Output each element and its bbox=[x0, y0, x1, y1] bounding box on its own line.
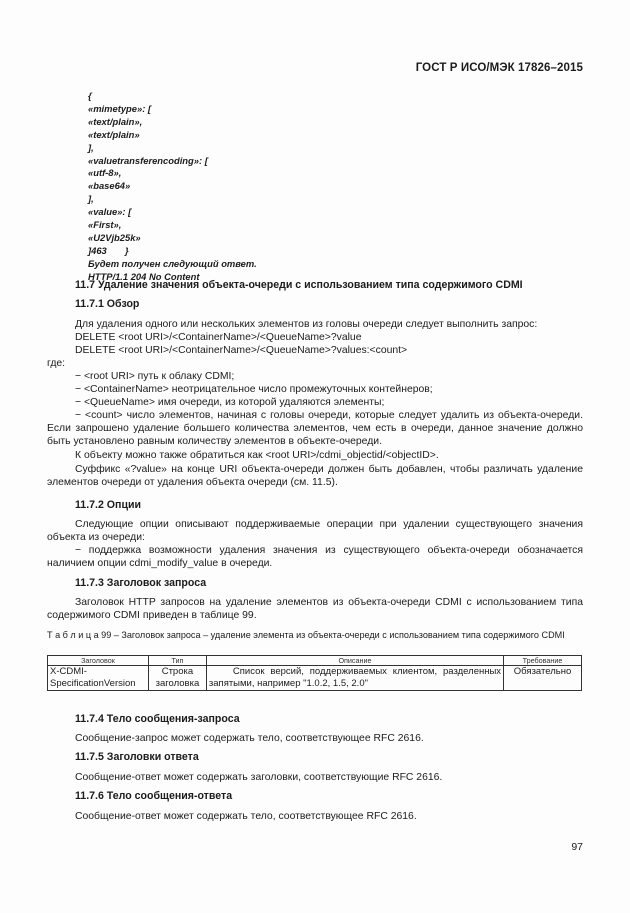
paragraph: Сообщение-запрос может содержать тело, соответствующее RFC 2616. bbox=[75, 733, 424, 744]
code-line: HTTP/1.1 204 No Content bbox=[88, 270, 200, 282]
table-cell: X-CDMI-SpecificationVersion bbox=[48, 666, 149, 691]
table-cell: Обязательно bbox=[504, 666, 582, 691]
paragraph: Следующие опции описывают поддерживаемые операции при удалении существующего значения объекта из очереди: bbox=[47, 519, 583, 544]
page-number: 97 bbox=[571, 841, 583, 853]
table-cell: Строка заголовка bbox=[148, 666, 206, 691]
list-item: − <root URI> путь к облаку CDMI; bbox=[75, 371, 235, 382]
code-line: { bbox=[88, 90, 92, 101]
column-header: Описание bbox=[206, 656, 503, 666]
subsection-heading-overview: 11.7.1 Обзор bbox=[75, 298, 140, 310]
column-header: Требование bbox=[504, 656, 582, 666]
column-header: Тип bbox=[148, 656, 206, 666]
list-item: − <count> число элементов, начиная с головы очереди, которые следует удалить из объекта-очереди. Если запрошено удаление большего количества элементов, чем есть в очереди, данное значение должно быть установлено равным количеству элементов в объекте-очереди. bbox=[47, 410, 583, 448]
paragraph: Для удаления одного или нескольких элементов из головы очереди следует выполнить запрос: bbox=[75, 319, 538, 330]
list-item: − поддержка возможности удаления значения из существующего объекта-очереди обозначается наличием опции cdmi_modify_value в очереди. bbox=[47, 545, 583, 570]
where-label: где: bbox=[47, 358, 66, 369]
list-item: − <ContainerName> неотрицательное число промежуточных контейнеров; bbox=[75, 384, 433, 395]
list-item: − <QueueName> имя очереди, из которой удаляются элементы; bbox=[75, 397, 385, 408]
code-line: Будет получен следующий ответ. bbox=[88, 257, 257, 269]
code-line: «value»: [ bbox=[88, 206, 132, 218]
request-header-table bbox=[47, 655, 582, 691]
subsection-heading-request-body: 11.7.4 Тело сообщения-запроса bbox=[75, 713, 240, 725]
table-header-row bbox=[48, 656, 582, 666]
subsection-heading-response-body: 11.7.6 Тело сообщения-ответа bbox=[75, 790, 233, 802]
request-line: DELETE <root URI>/<ContainerName>/<QueueName>?value bbox=[75, 332, 362, 343]
paragraph: Сообщение-ответ может содержать заголовки, соответствующие RFC 2616. bbox=[75, 772, 443, 783]
request-line: DELETE <root URI>/<ContainerName>/<QueueName>?values:<count> bbox=[75, 345, 408, 356]
code-line: «text/plain», bbox=[88, 115, 143, 127]
paragraph: Заголовок HTTP запросов на удаление элементов из объекта-очереди CDMI с использованием типа содержимого CDMI приведен в таблице 99. bbox=[47, 597, 583, 622]
table-row bbox=[48, 666, 582, 691]
code-line: «U2Vjb25k» bbox=[88, 231, 141, 243]
subsection-heading-request-header: 11.7.3 Заголовок запроса bbox=[75, 577, 207, 589]
code-line: «mimetype»: [ bbox=[88, 102, 152, 114]
code-line: «valuetransferencoding»: [ bbox=[88, 154, 208, 166]
code-line: ], bbox=[88, 193, 94, 205]
column-header: Заголовок bbox=[48, 656, 149, 666]
code-line: «utf-8», bbox=[88, 167, 122, 179]
code-block bbox=[88, 90, 257, 284]
page-header: ГОСТ Р ИСО/МЭК 17826–2015 bbox=[415, 62, 583, 74]
table-caption: Т а б л и ц а 99 – Заголовок запроса – удаление элемента из объекта-очереди с использованием типа содержимого CDMI bbox=[47, 630, 565, 640]
code-line: ], bbox=[88, 141, 94, 153]
table-cell: Список версий, поддерживаемых клиентом, разделенных запятыми, например "1.0.2, 1.5, 2.0" bbox=[206, 666, 503, 691]
subsection-heading-response-headers: 11.7.5 Заголовки ответа bbox=[75, 751, 199, 763]
paragraph: К объекту можно также обратиться как <root URI>/cdmi_objectid/<objectID>. bbox=[75, 450, 439, 461]
section-heading: 11.7 Удаление значения объекта-очереди с использованием типа содержимого CDMI bbox=[75, 279, 523, 291]
code-line: «base64» bbox=[88, 180, 131, 192]
code-line: «text/plain» bbox=[88, 128, 140, 140]
subsection-heading-options: 11.7.2 Опции bbox=[75, 499, 141, 511]
paragraph: Суффикс «?value» на конце URI объекта-очереди должен быть добавлен, чтобы различать удаление элементов очереди от удаления объекта очереди (см. 11.5). bbox=[47, 464, 583, 489]
paragraph: Сообщение-ответ может содержать тело, соответствующее RFC 2616. bbox=[75, 811, 417, 822]
code-line: «First», bbox=[88, 219, 122, 231]
code-line: ]463 } bbox=[88, 244, 129, 256]
